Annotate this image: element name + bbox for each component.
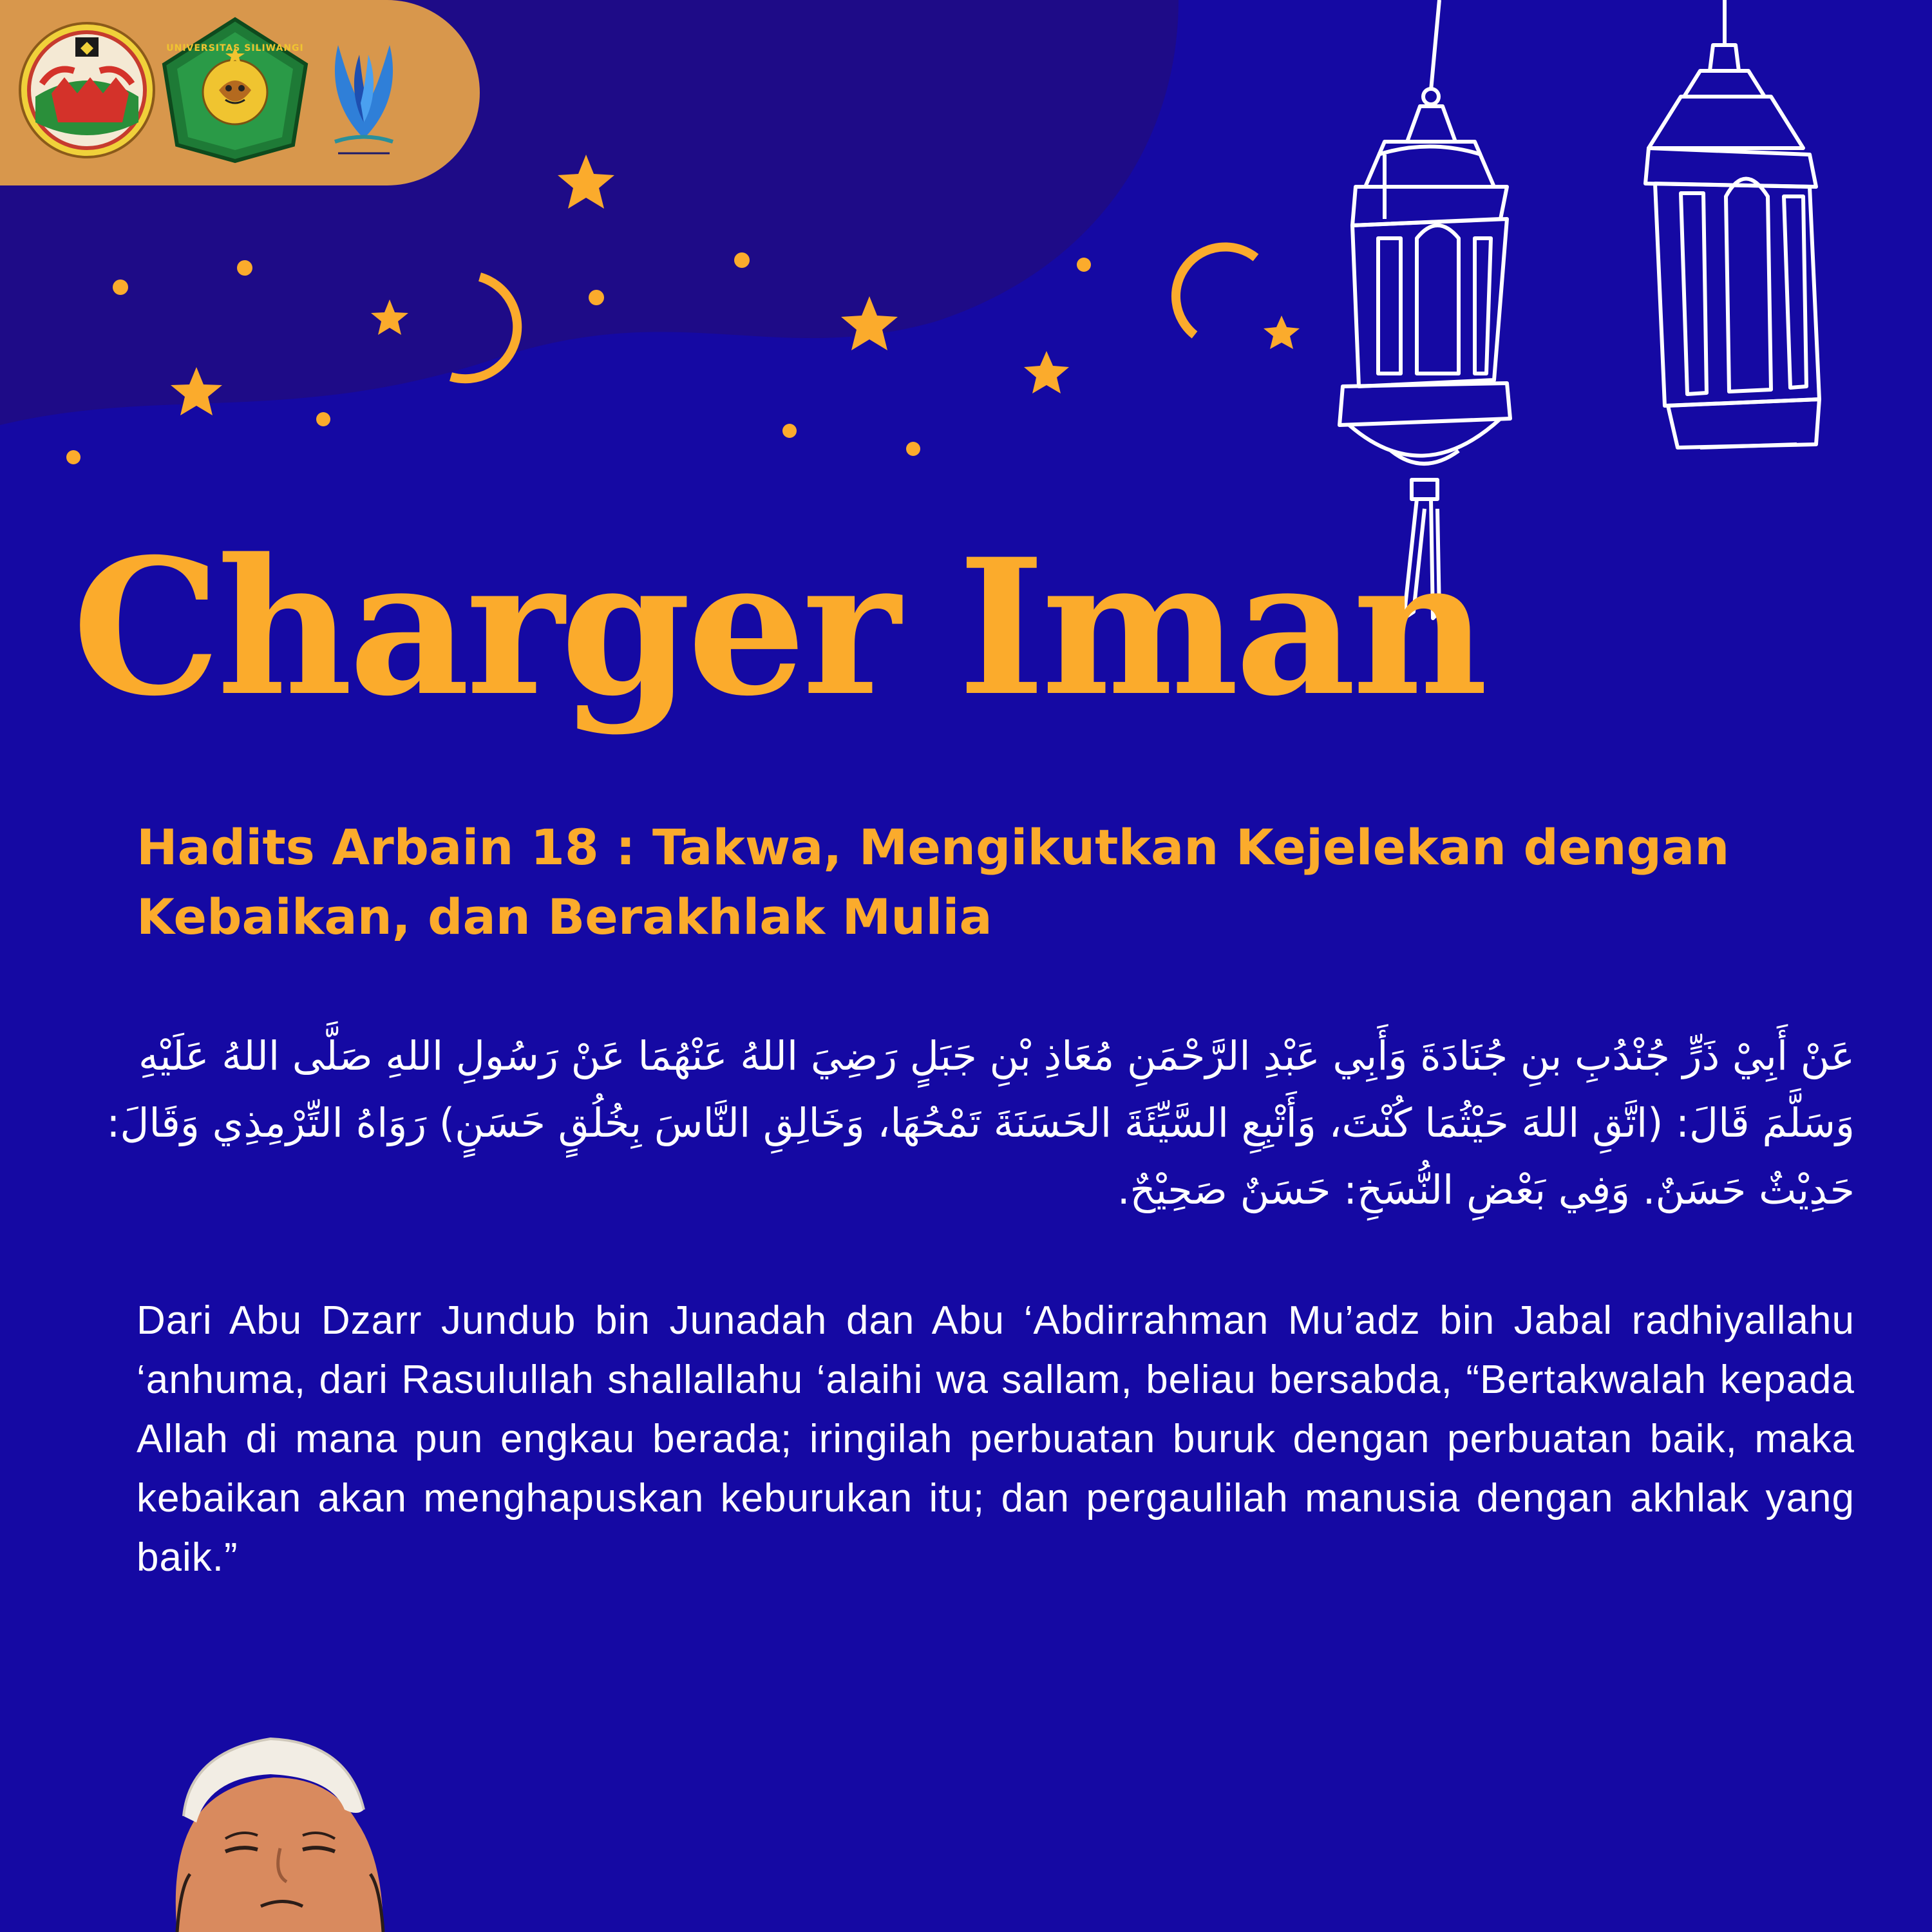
crescent-moon-icon — [1176, 247, 1256, 335]
universitas-siliwangi-emblem-icon — [161, 16, 309, 164]
arabic-hadith-text: عَنْ أَبِيْ ذَرٍّ جُنْدُبِ بنِ جُنَادَةَ وَأَبِي عَبْدِ الرَّحْمَنِ مُعَاذِ بْنِ جَبَلٍ رَضِيَ اللهُ عَنْهُمَا عَنْ رَسُولِ اللهِ صَلَّى اللهُ عَلَيْهِ وَسَلَّمَ قَالَ: (اتَّقِ اللهَ حَيْثُمَا كُنْتَ، وَأَتْبِعِ السَّيِّئَةَ الحَسَنَةَ تَمْحُهَا، وَخَالِقِ النَّاسَ بِخُلُقٍ حَسَنٍ) رَوَاهُ التِّرْمِذِي وَقَالَ: حَدِيْثٌ حَسَنٌ. وَفِي بَعْضِ النُّسَخِ: حَسَنٌ صَحِيْحٌ. — [106, 1032, 1855, 1213]
university-crest-icon — [16, 19, 158, 161]
flame-wings-logo-icon — [316, 26, 412, 161]
praying-man-illustration — [164, 1713, 422, 1932]
lantern-icon — [1645, 0, 1819, 448]
emblem-text: UNIVERSITAS SILIWANGI — [166, 43, 304, 53]
page-subtitle: Hadits Arbain 18 : Takwa, Mengikutkan Kejelekan dengan Kebaikan, dan Berakhlak Mulia — [137, 819, 1730, 945]
hadith-translation-text: Dari Abu Dzarr Jundub bin Junadah dan Abu ‘Abdirrahman Mu’adz bin Jabal radhiyallahu ‘anhuma, dari Rasulullah shallallahu ‘alaihi wa sallam, beliau bersabda, “Bertakwalah kepada Allah di mana pun engkau berada; iringilah perbuatan buruk dengan perbuatan baik, maka kebaikan akan menghapuskan keburukan itu; dan pergaulilah manusia dengan akhlak yang baik.” — [137, 1298, 1855, 1580]
page-title: Charger Iman — [72, 518, 1484, 737]
